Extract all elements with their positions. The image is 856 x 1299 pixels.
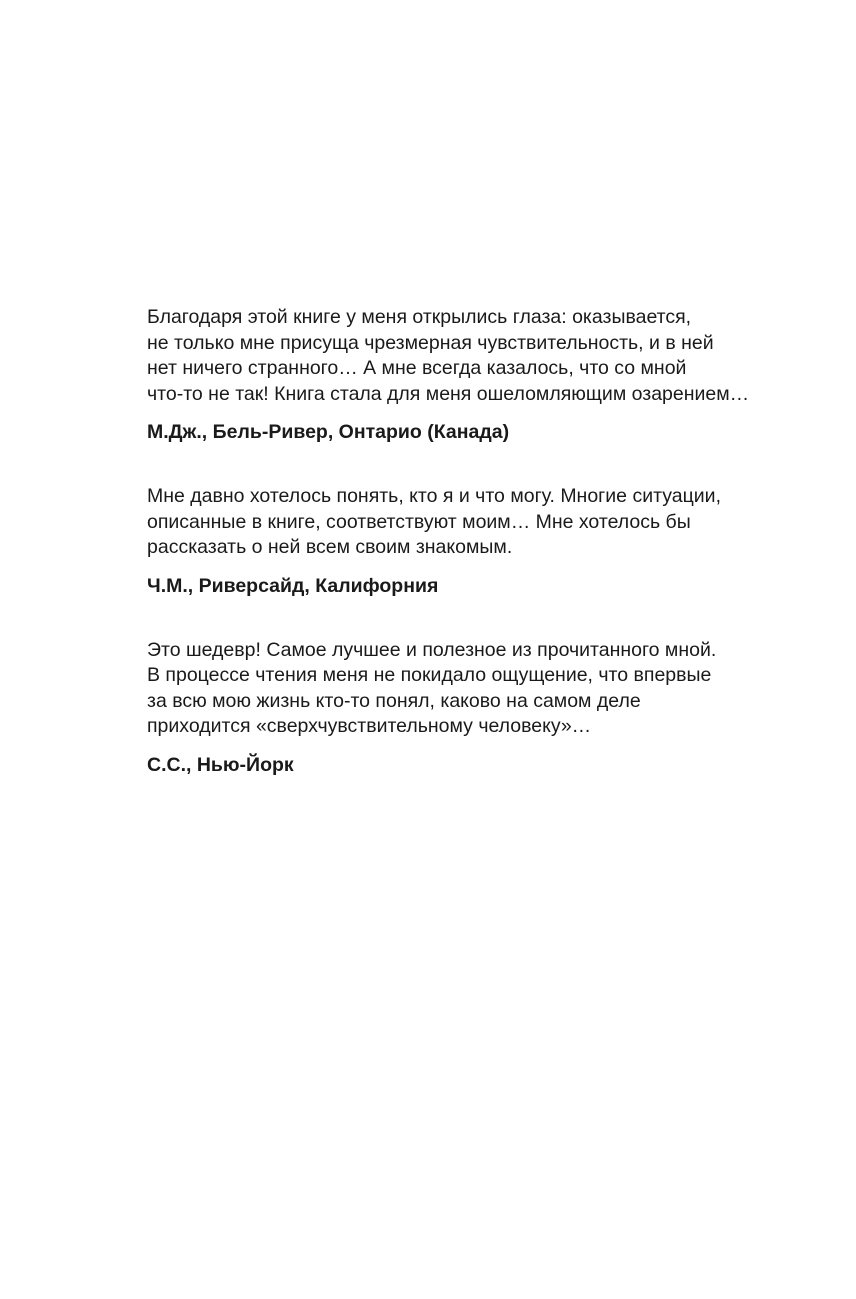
quote-line: Это шедевр! Самое лучшее и полезное из прочитанного мной.: [147, 638, 717, 661]
quote-line: рассказать о ней всем своим знакомым.: [147, 536, 513, 558]
quote-line: что-то не так! Книга стала для меня ошеломляющим озарением…: [147, 382, 750, 405]
quote-line: описанные в книге, соответствуют моим… Мне хотелось бы: [147, 510, 691, 533]
testimonials-list: [147, 305, 797, 778]
quote-line: нет ничего странного… А мне всегда казалось, что со мной: [147, 357, 687, 379]
testimonial-quote: [147, 305, 797, 407]
testimonial-quote: [147, 638, 797, 740]
testimonial: [147, 484, 797, 599]
quote-line: В процессе чтения меня не покидало ощущение, что впервые: [147, 664, 712, 686]
testimonial-attribution: Ч.М., Риверсайд, Калифорния: [147, 574, 439, 597]
quote-line: приходится «сверхчувствительному человеку»…: [147, 715, 592, 737]
quote-line: не только мне присуща чрезмерная чувствительность, и в ней: [147, 331, 714, 354]
quote-line: за всю мою жизнь кто-то понял, каково на самом деле: [147, 689, 641, 712]
testimonial-attribution: М.Дж., Бель-Ривер, Онтарио (Канада): [147, 421, 510, 443]
testimonial-quote: [147, 484, 797, 561]
testimonial: [147, 305, 797, 445]
testimonial-attribution: С.С., Нью-Йорк: [147, 753, 294, 776]
quote-line: Благодаря этой книге у меня открылись глаза: оказывается,: [147, 306, 692, 328]
quote-line: Мне давно хотелось понять, кто я и что могу. Многие ситуации,: [147, 485, 721, 507]
testimonial: [147, 638, 797, 778]
